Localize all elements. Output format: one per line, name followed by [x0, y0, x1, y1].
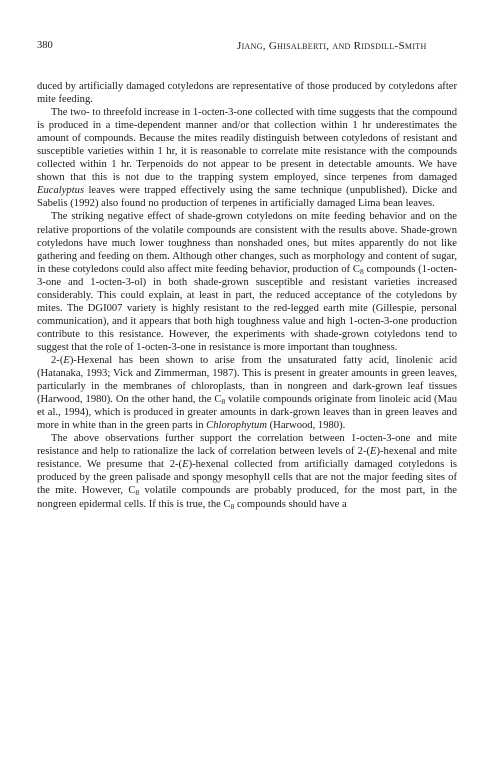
italic-text: E: [63, 354, 70, 366]
paragraph: [37, 80, 457, 106]
text-run: duced by artificially damaged cotyledons are representative of those produced by cotyledons after mite feeding.: [37, 81, 457, 106]
text-run: (Harwood, 1980).: [267, 420, 346, 432]
text-run: )-Hexenal has been shown to arise from the unsaturated fatty acid, linolenic acid (Hatanaka, 1993; Vick and Zimmerman, 1987). This is present in greater amounts in green leaves, particularly in the membranes of chloroplasts, than in nongreen and dark-grown leaf tissues (Harwood, 1980). On the other hand, the C: [37, 354, 457, 406]
text-run: 2-(: [51, 354, 64, 366]
subscript: 8: [135, 488, 140, 498]
running-head-authors: Jiang, Ghisalberti, and Ridsdill-Smith: [237, 40, 427, 52]
text-run: The two- to threefold increase in 1-octen-3-one collected with time suggests that the compound is produced in a time-dependent manner and/or that collection within 1 hr underestimates the amount of compounds. Because the mites readily distinguish between cotyledons of resistant and susceptible varieties within 1 hr, it is reasonable to correlate mite resistance with the compounds collected within 1 hr. Terpenoids do not appear to be present in detectable amounts. We have shown that this is not due to the trapping system employed, since terpenes from damaged: [37, 107, 457, 184]
text-run: The striking negative effect of shade-grown cotyledons on mite feeding behavior and on the relative proportions of the volatile compounds are consistent with the results above. Shade-grown cotyledons have much lower toughness than nonshaded ones, but mites apparently do not like gathering and feeding on them. Although other changes, such as morphology and content of sugar, in these cotyledons could also affect mite feeding behavior, production of C: [37, 211, 457, 275]
paragraph: [37, 354, 457, 432]
italic-text: Eucalyptus: [37, 185, 85, 197]
running-head: [37, 38, 457, 54]
text-run: compounds should have a: [234, 498, 347, 510]
italic-text: E: [182, 459, 189, 471]
text-run: leaves were trapped effectively using the same technique (unpublished). Dicke and Sabelis (1992) also found no production of terpenes in artificially damaged Lima bean leaves.: [37, 185, 457, 210]
body-text: [37, 80, 457, 511]
subscript: 8: [230, 501, 235, 511]
text-run: )-hexenal collected from artificially damaged cotyledons is produced by the green palisade and spongy mesophyll cells that are not the major feeding sites of the mite. However, C: [37, 459, 458, 497]
paragraph: [37, 210, 457, 354]
text-run: compounds (1-octen-3-one and 1-octen-3-ol) in both shade-grown susceptible and resistant varieties increased considerably. This could explain, at least in part, the reduced acceptance of the cotyledons by mites. The DGI007 variety is highly resistant to the red-legged earth mite (Gillespie, personal communication), and it appears that both high toughness value and high 1-octen-3-one production contribute to this resistance. However, the experiments with shade-grown cotyledons tend to suggest that the role of 1-octen-3-one in resistance is more important than toughness.: [37, 263, 457, 353]
text-run: )-hexenal and mite resistance. We presume that 2-(: [37, 446, 458, 471]
subscript: 8: [221, 397, 226, 407]
italic-text: E: [370, 446, 377, 458]
paragraph: [37, 106, 457, 210]
journal-page: [37, 38, 457, 511]
page-number: 380: [37, 40, 53, 51]
text-run: The above observations further support the correlation between 1-octen-3-one and mite resistance and help to rationalize the lack of correlation between levels of 2-(: [37, 433, 457, 458]
subscript: 8: [359, 266, 364, 276]
text-run: volatile compounds originate from linoleic acid (Mau et al., 1994), which is produced in greater amounts in dark-grown leaves than in green leaves and more in white than in the green parts in: [37, 394, 458, 432]
italic-text: Chlorophytum: [206, 420, 267, 432]
paragraph: [37, 432, 457, 510]
text-run: volatile compounds are probably produced, for the most part, in the nongreen epidermal cells. If this is true, the C: [37, 485, 457, 510]
